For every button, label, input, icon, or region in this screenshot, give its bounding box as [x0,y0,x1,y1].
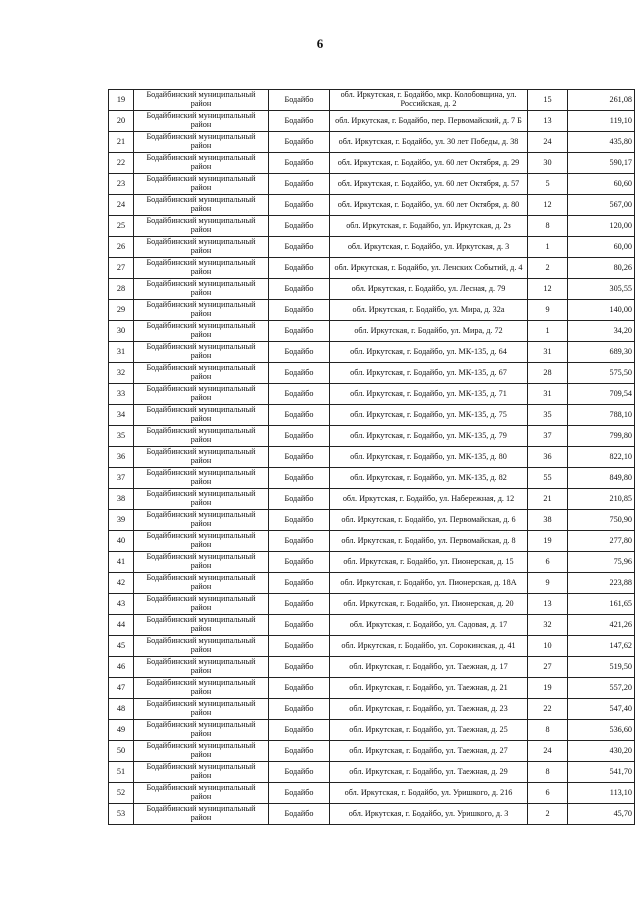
row-number: 28 [109,279,134,300]
table-row [109,636,635,657]
settlement-cell: Бодайбо [269,216,330,237]
district-cell: Бодайбинский муниципальный район [134,153,269,174]
district-cell: Бодайбинский муниципальный район [134,804,269,825]
table-row [109,384,635,405]
row-number: 31 [109,342,134,363]
district-cell: Бодайбинский муниципальный район [134,552,269,573]
district-cell: Бодайбинский муниципальный район [134,678,269,699]
count-cell: 55 [528,468,568,489]
count-cell: 31 [528,342,568,363]
count-cell: 24 [528,741,568,762]
count-cell: 32 [528,615,568,636]
row-number: 27 [109,258,134,279]
address-cell: обл. Иркутская, г. Бодайбо, ул. Иркутская, д. 2з [330,216,528,237]
address-cell: обл. Иркутская, г. Бодайбо, ул. Лесная, д. 79 [330,279,528,300]
count-cell: 13 [528,594,568,615]
table-row [109,720,635,741]
address-cell: обл. Иркутская, г. Бодайбо, ул. Уришкого, д. 3 [330,804,528,825]
settlement-cell: Бодайбо [269,720,330,741]
count-cell: 30 [528,153,568,174]
address-cell: обл. Иркутская, г. Бодайбо, ул. Иркутская, д. 3 [330,237,528,258]
area-cell: 60,60 [568,174,635,195]
area-cell: 210,85 [568,489,635,510]
address-cell: обл. Иркутская, г. Бодайбо, ул. МК-135, д. 79 [330,426,528,447]
district-cell: Бодайбинский муниципальный район [134,720,269,741]
count-cell: 5 [528,174,568,195]
table-row [109,363,635,384]
table-row [109,531,635,552]
settlement-cell: Бодайбо [269,384,330,405]
count-cell: 1 [528,237,568,258]
district-cell: Бодайбинский муниципальный район [134,447,269,468]
settlement-cell: Бодайбо [269,678,330,699]
settlement-cell: Бодайбо [269,531,330,552]
area-cell: 113,10 [568,783,635,804]
row-number: 45 [109,636,134,657]
table-row [109,258,635,279]
row-number: 42 [109,573,134,594]
count-cell: 8 [528,720,568,741]
address-cell: обл. Иркутская, г. Бодайбо, ул. 60 лет Октября, д. 80 [330,195,528,216]
settlement-cell: Бодайбо [269,300,330,321]
area-cell: 421,26 [568,615,635,636]
address-cell: обл. Иркутская, г. Бодайбо, пер. Первомайский, д. 7 Б [330,111,528,132]
district-cell: Бодайбинский муниципальный район [134,405,269,426]
address-cell: обл. Иркутская, г. Бодайбо, ул. Пионерская, д. 18А [330,573,528,594]
area-cell: 277,80 [568,531,635,552]
row-number: 34 [109,405,134,426]
area-cell: 547,40 [568,699,635,720]
settlement-cell: Бодайбо [269,552,330,573]
area-cell: 80,26 [568,258,635,279]
table-row [109,195,635,216]
settlement-cell: Бодайбо [269,174,330,195]
area-cell: 750,90 [568,510,635,531]
count-cell: 9 [528,573,568,594]
row-number: 46 [109,657,134,678]
settlement-cell: Бодайбо [269,594,330,615]
row-number: 22 [109,153,134,174]
district-cell: Бодайбинский муниципальный район [134,699,269,720]
table-row [109,300,635,321]
row-number: 40 [109,531,134,552]
settlement-cell: Бодайбо [269,90,330,111]
table-row [109,762,635,783]
address-cell: обл. Иркутская, г. Бодайбо, ул. МК-135, д. 64 [330,342,528,363]
settlement-cell: Бодайбо [269,762,330,783]
address-cell: обл. Иркутская, г. Бодайбо, ул. Таежная, д. 23 [330,699,528,720]
district-cell: Бодайбинский муниципальный район [134,300,269,321]
row-number: 30 [109,321,134,342]
table-row [109,447,635,468]
district-cell: Бодайбинский муниципальный район [134,594,269,615]
area-cell: 60,00 [568,237,635,258]
settlement-cell: Бодайбо [269,615,330,636]
count-cell: 6 [528,552,568,573]
row-number: 19 [109,90,134,111]
address-cell: обл. Иркутская, г. Бодайбо, ул. Сорокинская, д. 41 [330,636,528,657]
district-cell: Бодайбинский муниципальный район [134,363,269,384]
count-cell: 15 [528,90,568,111]
settlement-cell: Бодайбо [269,321,330,342]
table-row [109,216,635,237]
district-cell: Бодайбинский муниципальный район [134,111,269,132]
district-cell: Бодайбинский муниципальный район [134,321,269,342]
table-row [109,699,635,720]
row-number: 51 [109,762,134,783]
table-row [109,615,635,636]
area-cell: 34,20 [568,321,635,342]
area-cell: 120,00 [568,216,635,237]
area-cell: 305,55 [568,279,635,300]
area-cell: 567,00 [568,195,635,216]
address-cell: обл. Иркутская, г. Бодайбо, ул. 30 лет Победы, д. 38 [330,132,528,153]
count-cell: 12 [528,279,568,300]
row-number: 32 [109,363,134,384]
count-cell: 37 [528,426,568,447]
table-row [109,342,635,363]
area-cell: 689,30 [568,342,635,363]
table-row [109,489,635,510]
count-cell: 24 [528,132,568,153]
row-number: 48 [109,699,134,720]
address-cell: обл. Иркутская, г. Бодайбо, ул. Пионерская, д. 20 [330,594,528,615]
row-number: 49 [109,720,134,741]
address-cell: обл. Иркутская, г. Бодайбо, ул. 60 лет Октября, д. 29 [330,153,528,174]
district-cell: Бодайбинский муниципальный район [134,762,269,783]
settlement-cell: Бодайбо [269,741,330,762]
row-number: 41 [109,552,134,573]
table-row [109,468,635,489]
settlement-cell: Бодайбо [269,804,330,825]
area-cell: 788,10 [568,405,635,426]
address-cell: обл. Иркутская, г. Бодайбо, ул. МК-135, д. 75 [330,405,528,426]
address-cell: обл. Иркутская, г. Бодайбо, ул. Первомайская, д. 8 [330,531,528,552]
count-cell: 35 [528,405,568,426]
table-row [109,657,635,678]
settlement-cell: Бодайбо [269,237,330,258]
area-cell: 799,80 [568,426,635,447]
settlement-cell: Бодайбо [269,426,330,447]
area-cell: 822,10 [568,447,635,468]
district-cell: Бодайбинский муниципальный район [134,573,269,594]
page-number: 6 [316,36,324,51]
count-cell: 1 [528,321,568,342]
table-row [109,111,635,132]
district-cell: Бодайбинский муниципальный район [134,783,269,804]
table-row [109,678,635,699]
table-row [109,237,635,258]
count-cell: 8 [528,216,568,237]
address-cell: обл. Иркутская, г. Бодайбо, ул. МК-135, д. 67 [330,363,528,384]
area-cell: 590,17 [568,153,635,174]
row-number: 38 [109,489,134,510]
district-cell: Бодайбинский муниципальный район [134,342,269,363]
area-cell: 147,62 [568,636,635,657]
area-cell: 223,88 [568,573,635,594]
settlement-cell: Бодайбо [269,132,330,153]
settlement-cell: Бодайбо [269,258,330,279]
settlement-cell: Бодайбо [269,468,330,489]
address-cell: обл. Иркутская, г. Бодайбо, ул. Набережная, д. 12 [330,489,528,510]
table-row [109,153,635,174]
table-row [109,426,635,447]
count-cell: 21 [528,489,568,510]
settlement-cell: Бодайбо [269,510,330,531]
count-cell: 2 [528,258,568,279]
settlement-cell: Бодайбо [269,363,330,384]
address-cell: обл. Иркутская, г. Бодайбо, ул. Таежная, д. 25 [330,720,528,741]
row-number: 20 [109,111,134,132]
count-cell: 22 [528,699,568,720]
count-cell: 19 [528,531,568,552]
address-cell: обл. Иркутская, г. Бодайбо, ул. Первомайская, д. 6 [330,510,528,531]
district-cell: Бодайбинский муниципальный район [134,741,269,762]
area-cell: 435,80 [568,132,635,153]
count-cell: 6 [528,783,568,804]
registry-table-body [109,90,635,825]
address-cell: обл. Иркутская, г. Бодайбо, ул. МК-135, д. 80 [330,447,528,468]
count-cell: 13 [528,111,568,132]
district-cell: Бодайбинский муниципальный район [134,237,269,258]
area-cell: 261,08 [568,90,635,111]
settlement-cell: Бодайбо [269,195,330,216]
address-cell: обл. Иркутская, г. Бодайбо, ул. МК-135, д. 82 [330,468,528,489]
district-cell: Бодайбинский муниципальный район [134,426,269,447]
row-number: 23 [109,174,134,195]
district-cell: Бодайбинский муниципальный район [134,615,269,636]
area-cell: 709,54 [568,384,635,405]
row-number: 29 [109,300,134,321]
address-cell: обл. Иркутская, г. Бодайбо, ул. МК-135, д. 71 [330,384,528,405]
row-number: 25 [109,216,134,237]
row-number: 35 [109,426,134,447]
table-row [109,90,635,111]
area-cell: 557,20 [568,678,635,699]
row-number: 44 [109,615,134,636]
table-row [109,321,635,342]
row-number: 37 [109,468,134,489]
area-cell: 140,00 [568,300,635,321]
settlement-cell: Бодайбо [269,153,330,174]
address-cell: обл. Иркутская, г. Бодайбо, ул. Пионерская, д. 15 [330,552,528,573]
row-number: 39 [109,510,134,531]
address-cell: обл. Иркутская, г. Бодайбо, ул. Мира, д. 32а [330,300,528,321]
area-cell: 849,80 [568,468,635,489]
district-cell: Бодайбинский муниципальный район [134,174,269,195]
area-cell: 519,50 [568,657,635,678]
address-cell: обл. Иркутская, г. Бодайбо, ул. 60 лет Октября, д. 57 [330,174,528,195]
row-number: 26 [109,237,134,258]
area-cell: 575,50 [568,363,635,384]
registry-table [108,89,635,825]
address-cell: обл. Иркутская, г. Бодайбо, ул. Мира, д. 72 [330,321,528,342]
area-cell: 75,96 [568,552,635,573]
settlement-cell: Бодайбо [269,699,330,720]
area-cell: 161,65 [568,594,635,615]
count-cell: 38 [528,510,568,531]
count-cell: 12 [528,195,568,216]
row-number: 36 [109,447,134,468]
settlement-cell: Бодайбо [269,447,330,468]
district-cell: Бодайбинский муниципальный район [134,90,269,111]
row-number: 50 [109,741,134,762]
row-number: 47 [109,678,134,699]
area-cell: 119,10 [568,111,635,132]
count-cell: 27 [528,657,568,678]
address-cell: обл. Иркутская, г. Бодайбо, ул. Уришкого, д. 216 [330,783,528,804]
address-cell: обл. Иркутская, г. Бодайбо, ул. Таежная, д. 21 [330,678,528,699]
settlement-cell: Бодайбо [269,405,330,426]
table-row [109,741,635,762]
district-cell: Бодайбинский муниципальный район [134,531,269,552]
count-cell: 36 [528,447,568,468]
table-row [109,510,635,531]
table-row [109,279,635,300]
table-row [109,405,635,426]
address-cell: обл. Иркутская, г. Бодайбо, ул. Таежная, д. 17 [330,657,528,678]
address-cell: обл. Иркутская, г. Бодайбо, мкр. Колобовщина, ул. Российская, д. 2 [330,90,528,111]
row-number: 21 [109,132,134,153]
address-cell: обл. Иркутская, г. Бодайбо, ул. Таежная, д. 27 [330,741,528,762]
area-cell: 536,60 [568,720,635,741]
row-number: 33 [109,384,134,405]
table-row [109,573,635,594]
area-cell: 45,70 [568,804,635,825]
row-number: 52 [109,783,134,804]
district-cell: Бодайбинский муниципальный район [134,489,269,510]
district-cell: Бодайбинский муниципальный район [134,510,269,531]
district-cell: Бодайбинский муниципальный район [134,384,269,405]
settlement-cell: Бодайбо [269,279,330,300]
settlement-cell: Бодайбо [269,111,330,132]
address-cell: обл. Иркутская, г. Бодайбо, ул. Ленских Событий, д. 4 [330,258,528,279]
table-row [109,552,635,573]
count-cell: 31 [528,384,568,405]
settlement-cell: Бодайбо [269,636,330,657]
district-cell: Бодайбинский муниципальный район [134,279,269,300]
settlement-cell: Бодайбо [269,657,330,678]
address-cell: обл. Иркутская, г. Бодайбо, ул. Садовая, д. 17 [330,615,528,636]
count-cell: 2 [528,804,568,825]
count-cell: 9 [528,300,568,321]
count-cell: 8 [528,762,568,783]
table-row [109,174,635,195]
settlement-cell: Бодайбо [269,342,330,363]
settlement-cell: Бодайбо [269,489,330,510]
district-cell: Бодайбинский муниципальный район [134,132,269,153]
row-number: 53 [109,804,134,825]
district-cell: Бодайбинский муниципальный район [134,258,269,279]
district-cell: Бодайбинский муниципальный район [134,468,269,489]
district-cell: Бодайбинский муниципальный район [134,216,269,237]
count-cell: 10 [528,636,568,657]
district-cell: Бодайбинский муниципальный район [134,636,269,657]
address-cell: обл. Иркутская, г. Бодайбо, ул. Таежная, д. 29 [330,762,528,783]
area-cell: 541,70 [568,762,635,783]
table-row [109,594,635,615]
table-row [109,804,635,825]
count-cell: 19 [528,678,568,699]
table-row [109,132,635,153]
count-cell: 28 [528,363,568,384]
district-cell: Бодайбинский муниципальный район [134,195,269,216]
row-number: 43 [109,594,134,615]
table-row [109,783,635,804]
settlement-cell: Бодайбо [269,573,330,594]
district-cell: Бодайбинский муниципальный район [134,657,269,678]
settlement-cell: Бодайбо [269,783,330,804]
row-number: 24 [109,195,134,216]
area-cell: 430,20 [568,741,635,762]
